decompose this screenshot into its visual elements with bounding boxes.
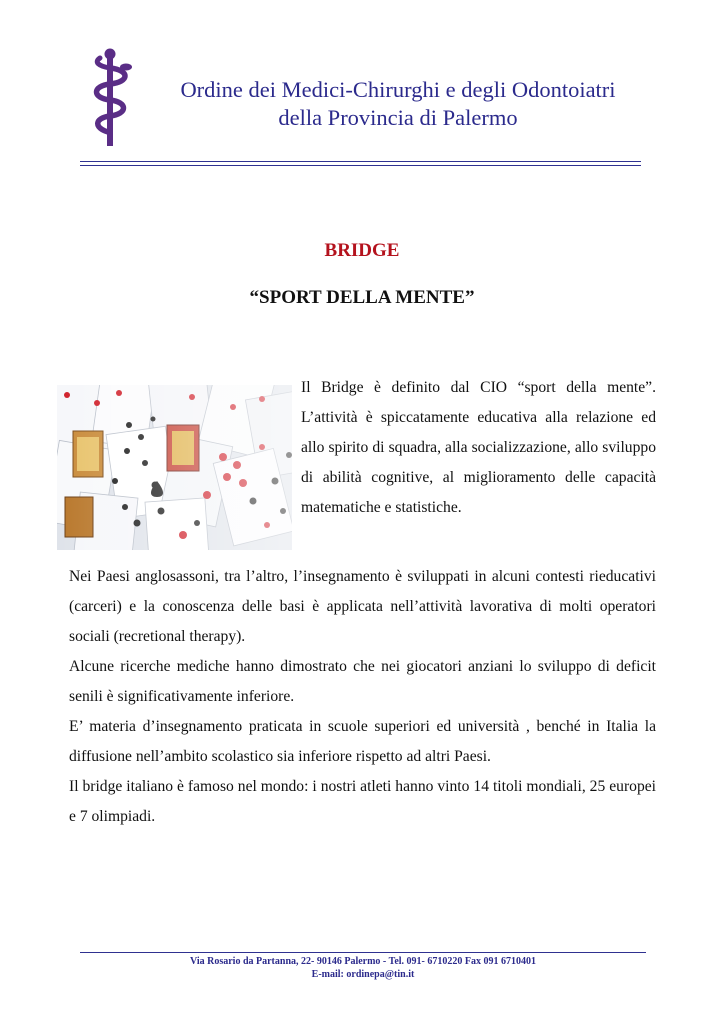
intro-text [301,373,656,523]
org-line-1: Ordine dei Medici-Chirurghi e degli Odontoiatri [180,77,616,102]
paragraph: Il bridge italiano è famoso nel mondo: i nostri atleti hanno vinto 14 titoli mondiali, 25 europei e 7 olimpiadi. [69,778,656,825]
org-line-2: della Provincia di Palermo [278,105,518,130]
paragraph: Nei Paesi anglosassoni, tra l’altro, l’insegnamento è sviluppati in alcuni contesti rieducativi (carceri) e la conoscenza delle basi è applicata nell’attività lavorativa di molti operatori sociali (recretional therapy). [69,568,656,645]
page-title: BRIDGE [324,240,400,261]
organization-name [140,76,656,132]
paragraph: E’ materia d’insegnamento praticata in scuole superiori ed università , benché in Italia la diffusione nell’ambito scolastico sia inferiore rispetto ad altri Paesi. [69,718,656,765]
header-divider-bottom [80,165,641,166]
footer-email: E-mail: ordinepa@tin.it [311,969,415,980]
page-subtitle: “SPORT DELLA MENTE” [249,287,475,308]
paragraph: Alcune ricerche mediche hanno dimostrato che nei giocatori anziani lo sviluppo di deficit senili è significativamente inferiore. [69,658,656,705]
footer-address: Via Rosario da Partanna, 22- 90146 Palermo - Tel. 091- 6710220 Fax 091 6710401 [189,956,536,967]
body-text [69,562,656,832]
header-divider-top [80,161,641,162]
playing-cards-photo [57,385,292,550]
footer-divider [80,952,646,953]
intro-paragraph: Il Bridge è definito dal CIO “sport della mente”. L’attività è spiccatamente educativa alla relazione ed allo spirito di squadra, alla socializzazione, allo sviluppo di abilità cognitive, al miglioramento delle capacità matematiche e statistiche. [301,379,656,516]
caduceus-icon [86,46,136,150]
